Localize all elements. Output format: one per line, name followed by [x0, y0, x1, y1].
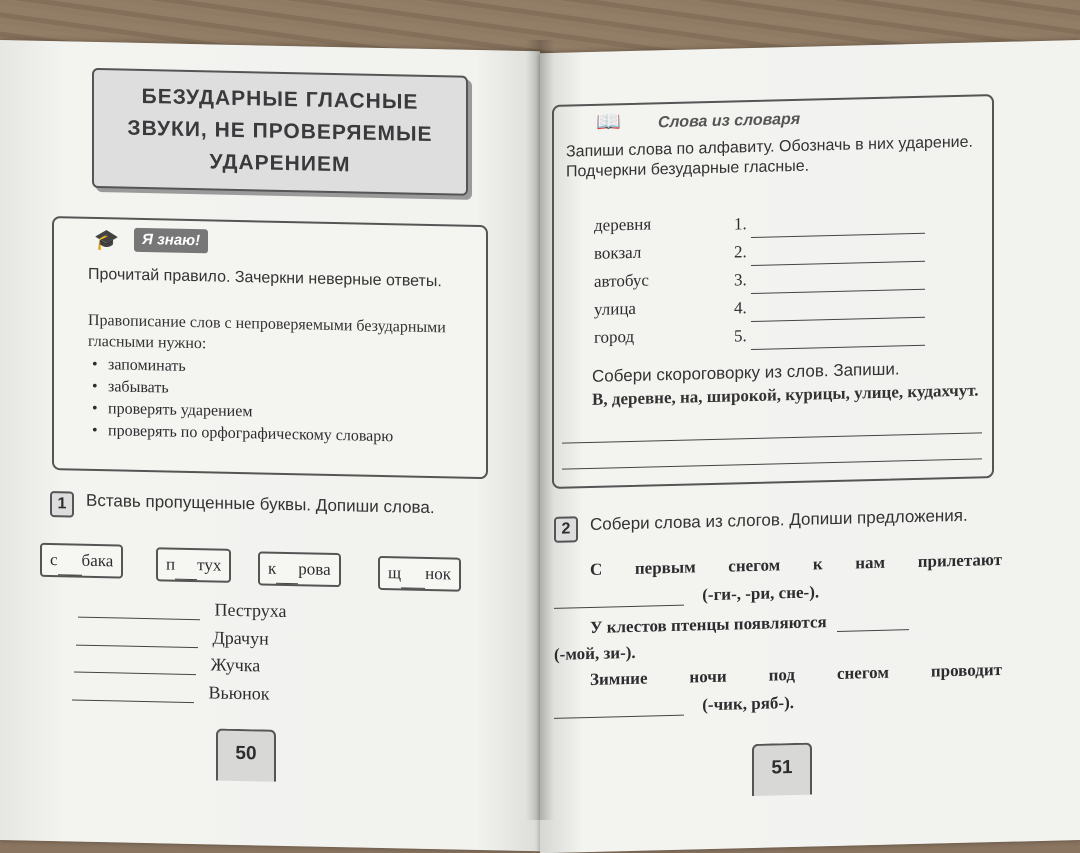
- answer-number: 1.: [734, 214, 747, 234]
- sentence-1-line: [554, 582, 819, 608]
- dictionary-word: город: [594, 326, 635, 347]
- answer-row: [734, 318, 925, 351]
- dog-name: Драчун: [212, 627, 269, 649]
- name-line: [76, 625, 269, 650]
- write-blank[interactable]: [78, 617, 200, 621]
- page-number-51: 51: [752, 743, 812, 796]
- dictionary-heading: Слова из словаря: [658, 110, 801, 132]
- sentence-1: С первым снегом к нам прилетают: [590, 549, 1002, 579]
- name-line: [78, 597, 287, 622]
- dictionary-word-list: [594, 210, 651, 351]
- rule-option: • запоминать: [88, 354, 478, 384]
- tongue-twister-words: В, деревне, на, широкой, курицы, улице, кудахчут.: [592, 380, 979, 409]
- dog-name: Жучка: [210, 654, 261, 676]
- word-end: бака: [81, 550, 114, 571]
- word-end: рова: [298, 559, 331, 579]
- dictionary-word: деревня: [594, 214, 652, 235]
- rule-option: • проверять по орфографическому словарю: [88, 420, 478, 450]
- answer-blank[interactable]: [837, 629, 909, 632]
- answer-number: 5.: [734, 326, 747, 346]
- book-spine-shadow: [526, 40, 554, 820]
- tongue-twister-task: Собери скороговорку из слов. Запиши.: [592, 359, 900, 386]
- task-2-text: Собери слова из слогов. Допиши предложения.: [590, 505, 968, 534]
- answer-number: 2.: [734, 242, 747, 262]
- dog-name: Вьюнок: [208, 682, 270, 704]
- lesson-title: БЕЗУДАРНЫЕ ГЛАСНЫЕ ЗВУКИ, НЕ ПРОВЕРЯЕМЫЕ УДАРЕНИЕМ: [127, 84, 433, 177]
- word-end: тух: [197, 555, 222, 575]
- lesson-title-box: [92, 68, 468, 196]
- answer-blank[interactable]: [554, 715, 684, 719]
- letter-blank[interactable]: [58, 574, 82, 576]
- letter-blank[interactable]: [175, 579, 197, 580]
- name-line: [72, 680, 270, 705]
- task-1-number: 1: [50, 491, 74, 518]
- word-start: щ: [388, 563, 402, 583]
- task-2-number: 2: [554, 516, 578, 543]
- page-number-50: 50: [216, 729, 276, 782]
- word-box: [156, 547, 231, 583]
- sentence-2-hint: (-мой, зи-).: [554, 642, 636, 664]
- rule-options: [88, 354, 478, 450]
- rule-option: • забывать: [88, 376, 478, 406]
- i-know-badge: [94, 227, 234, 256]
- letter-blank[interactable]: [276, 583, 298, 584]
- sentence-2-text: У клестов птенцы появляются: [590, 612, 827, 637]
- rule-text: Правописание слов с непроверяемыми безударными гласными нужно:: [88, 311, 446, 353]
- rule-intro: Прочитай правило. Зачеркни неверные ответы.: [88, 265, 442, 291]
- syllable-hint: (-ги-, -ри, сне-).: [702, 582, 820, 605]
- sentence-3: Зимние ночи под снегом проводит: [590, 659, 1002, 689]
- letter-blank[interactable]: [401, 587, 425, 589]
- graduation-cap-book-icon: 🎓: [94, 228, 119, 252]
- dictionary-word: вокзал: [594, 242, 642, 263]
- word-end: нок: [425, 563, 451, 584]
- word-start: с: [50, 550, 58, 570]
- answer-number: 3.: [734, 270, 747, 290]
- sentence-3-line: [554, 693, 794, 719]
- write-blank[interactable]: [76, 645, 198, 649]
- write-blank[interactable]: [74, 672, 196, 676]
- name-line: [74, 652, 260, 677]
- dictionary-word: автобус: [594, 270, 649, 291]
- i-know-label: Я знаю!: [134, 228, 208, 254]
- word-start: к: [268, 558, 277, 578]
- dictionary-word: улица: [594, 298, 636, 319]
- write-blank[interactable]: [72, 700, 194, 704]
- task-1-text: Вставь пропущенные буквы. Допиши слова.: [86, 490, 435, 518]
- right-page: [540, 40, 1080, 853]
- open-book-icon: 📖: [596, 111, 621, 134]
- word-box: [378, 556, 461, 592]
- answer-blank[interactable]: [554, 605, 684, 609]
- word-box: [40, 543, 123, 579]
- rule-option: • проверять ударением: [88, 398, 478, 428]
- answer-number: 4.: [734, 298, 747, 318]
- dog-name: Пеструха: [214, 599, 287, 622]
- sentence-2: [590, 610, 909, 638]
- word-box: [258, 551, 341, 587]
- alphabet-answer-list: [734, 206, 925, 351]
- left-page: [0, 40, 540, 851]
- syllable-hint: (-чик, ряб-).: [702, 692, 794, 715]
- word-start: п: [166, 554, 176, 574]
- dictionary-task: Запиши слова по алфавиту. Обозначь в них ударение. Подчеркни безударные гласные.: [566, 133, 973, 181]
